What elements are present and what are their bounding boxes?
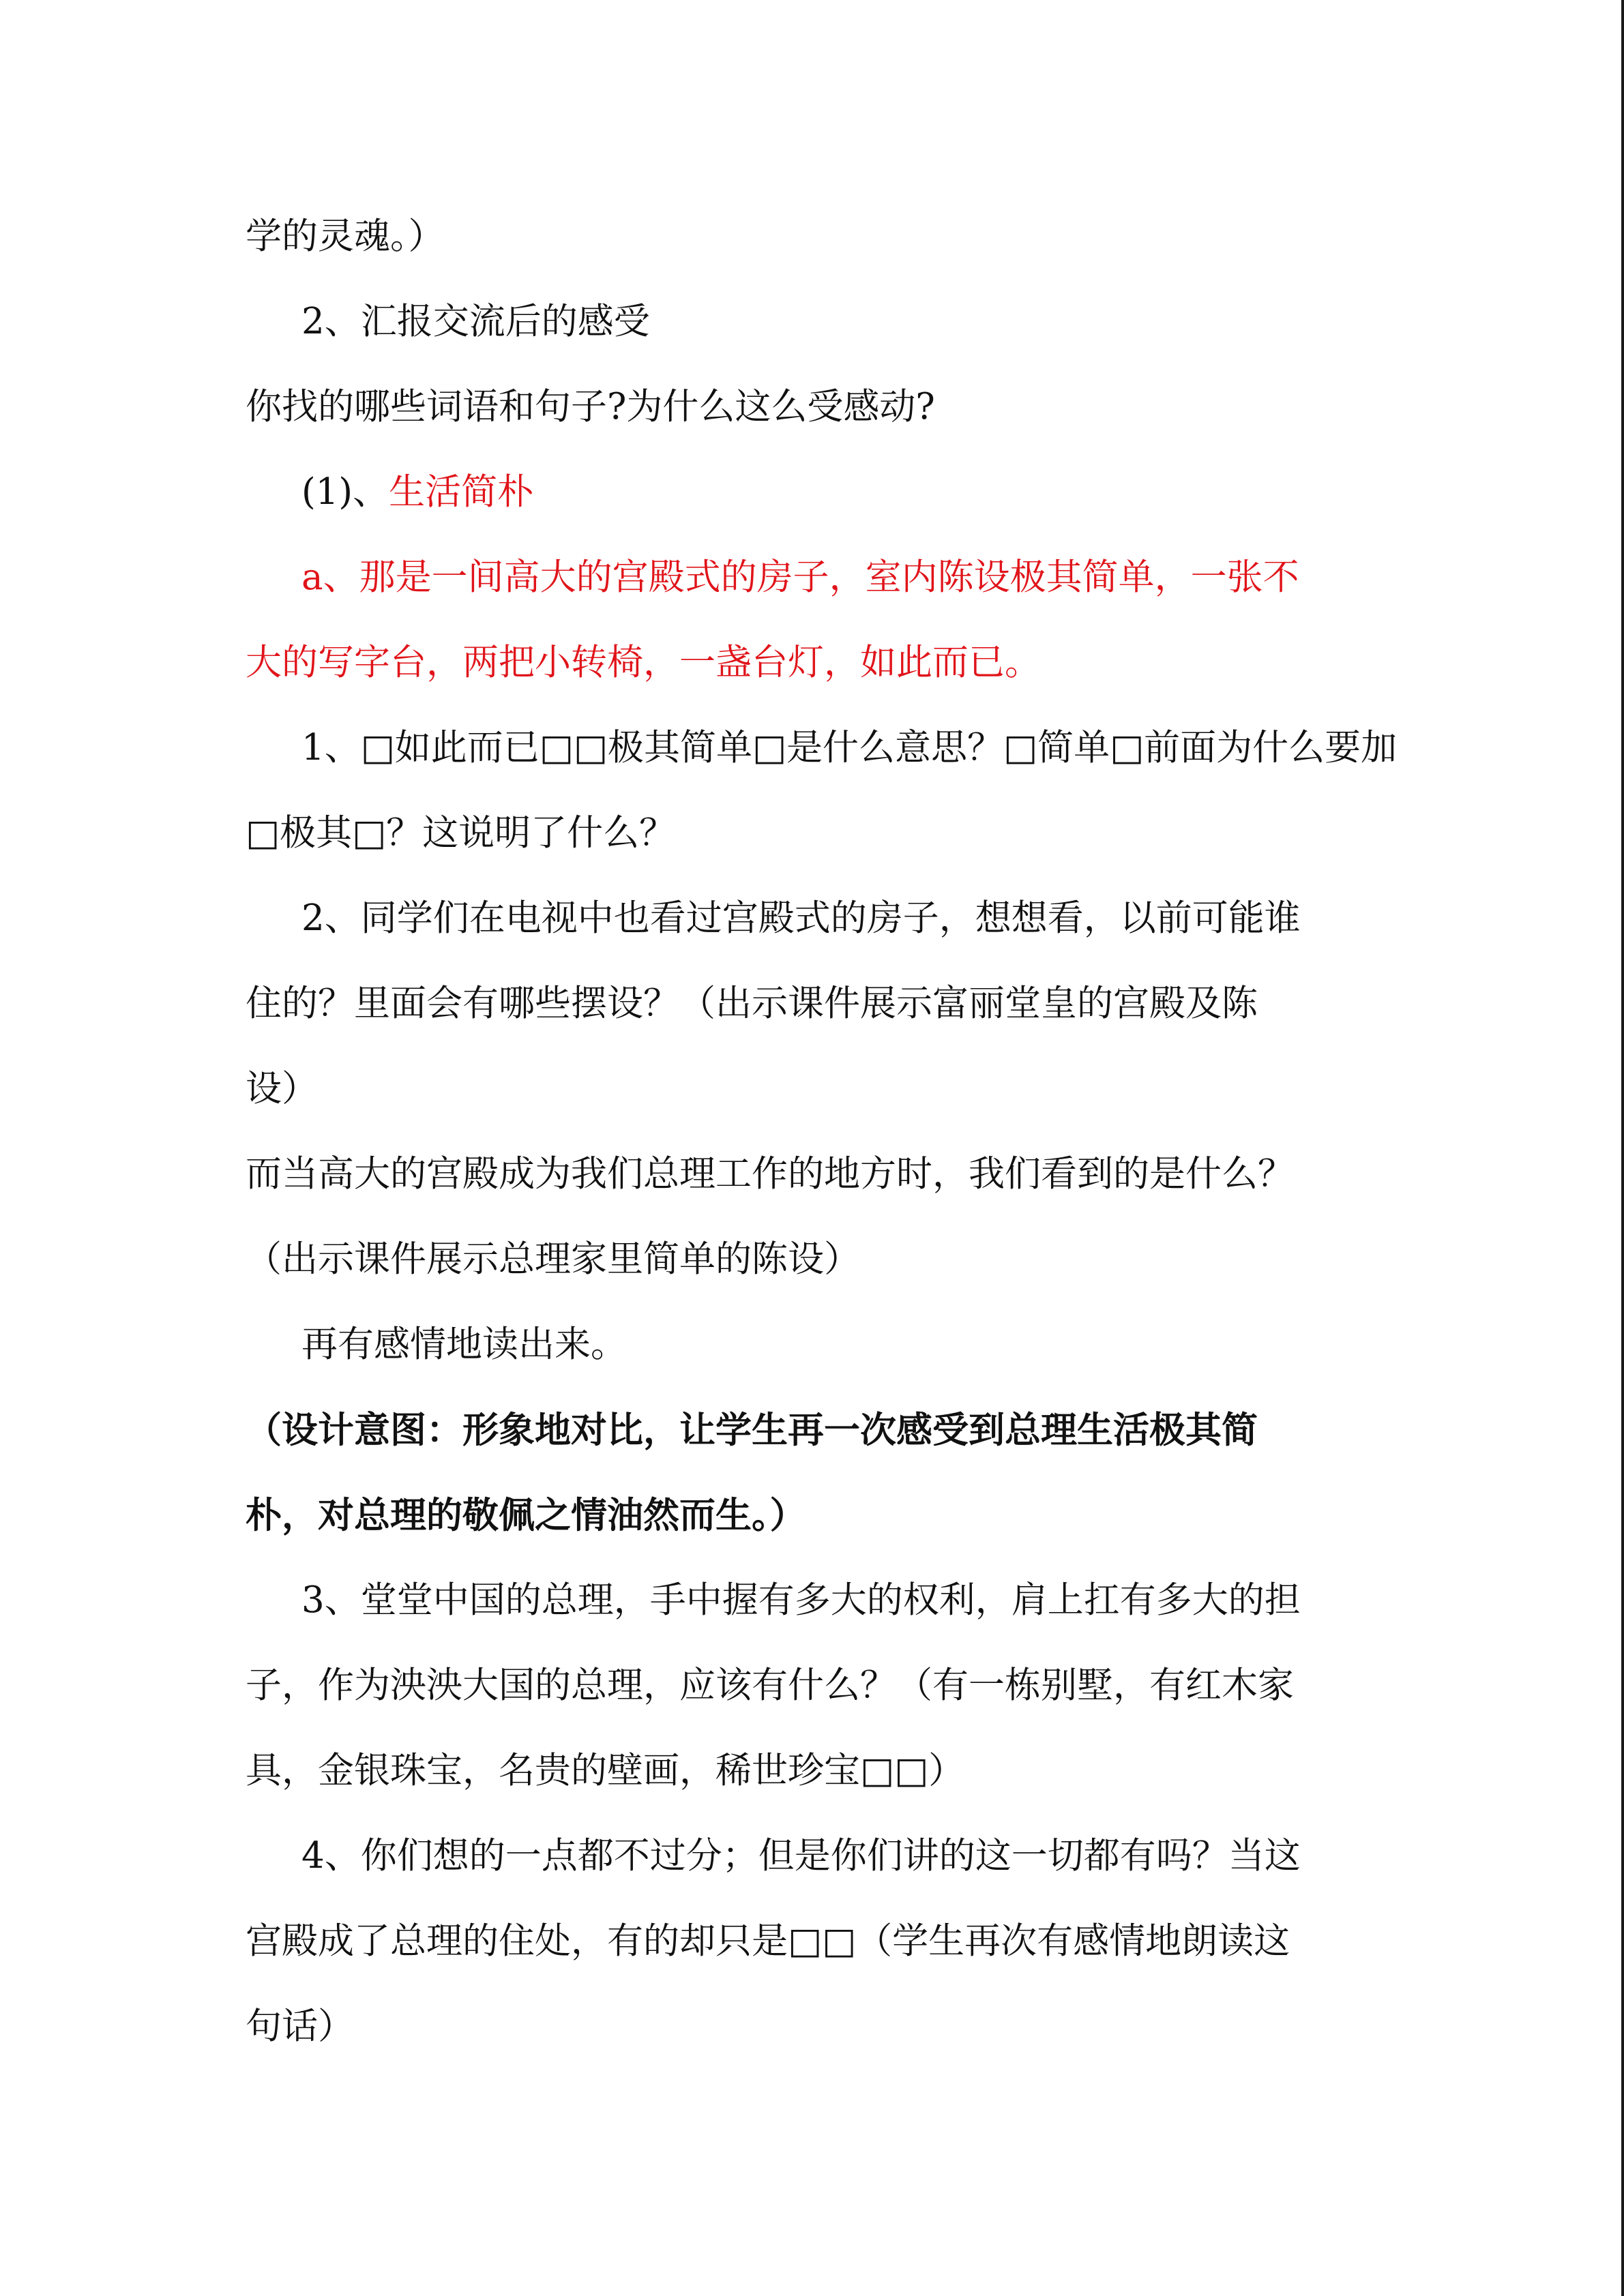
- text-line-21: 宫殿成了总理的住处，有的却只是□□（学生再次有感情地朗读这: [246, 1920, 1290, 1962]
- page-edge: [1621, 0, 1624, 2296]
- section-heading: 生活简朴: [389, 471, 534, 513]
- text-line-9: 2、同学们在电视中也看过宫殿式的房子，想想看，以前可能谁: [301, 897, 1301, 939]
- text-line-8: □极其□？这说明了什么？: [246, 812, 676, 854]
- text-line-2: 2、汇报交流后的感受: [301, 301, 650, 342]
- quote-line-2: 大的写字台，两把小转椅，一盏台灯，如此而已。: [246, 642, 1041, 683]
- text-line-22: 句话）: [246, 2006, 354, 2047]
- text-line-7: 1、□如此而已□□极其简单□是什么意思？□简单□前面为什么要加: [301, 727, 1398, 769]
- design-intent-line-2: 朴，对总理的敬佩之情油然而生。）: [246, 1494, 806, 1536]
- text-line-4: [301, 468, 533, 516]
- text-line-19: 具，金银珠宝，名贵的壁画，稀世珍宝□□）: [246, 1750, 965, 1791]
- text-line-20: 4、你们想的一点都不过分；但是你们讲的这一切都有吗？当这: [301, 1835, 1301, 1877]
- text-line-17: 3、堂堂中国的总理，手中握有多大的权利，肩上扛有多大的担: [301, 1579, 1301, 1621]
- quote-line-1: a、那是一间高大的宫殿式的房子，室内陈设极其简单，一张不: [301, 556, 1299, 598]
- text-line-12: 而当高大的宫殿成为我们总理工作的地方时，我们看到的是什么？: [246, 1153, 1294, 1195]
- text-line-3: 你找的哪些词语和句子?为什么这么受感动?: [246, 386, 935, 428]
- text-line-18: 子，作为泱泱大国的总理，应该有什么？（有一栋别墅，有红木家: [246, 1665, 1294, 1706]
- item-number: (1)、: [301, 471, 389, 513]
- text-line-14: 再有感情地读出来。: [301, 1324, 627, 1365]
- text-line-1: 学的灵魂。）: [246, 215, 445, 257]
- design-intent-line-1: （设计意图：形象地对比，让学生再一次感受到总理生活极其简: [246, 1409, 1258, 1451]
- text-line-10: 住的？里面会有哪些摆设？（出示课件展示富丽堂皇的宫殿及陈: [246, 983, 1258, 1024]
- text-line-11: 设）: [246, 1068, 318, 1109]
- text-line-13: （出示课件展示总理家里简单的陈设）: [246, 1238, 860, 1280]
